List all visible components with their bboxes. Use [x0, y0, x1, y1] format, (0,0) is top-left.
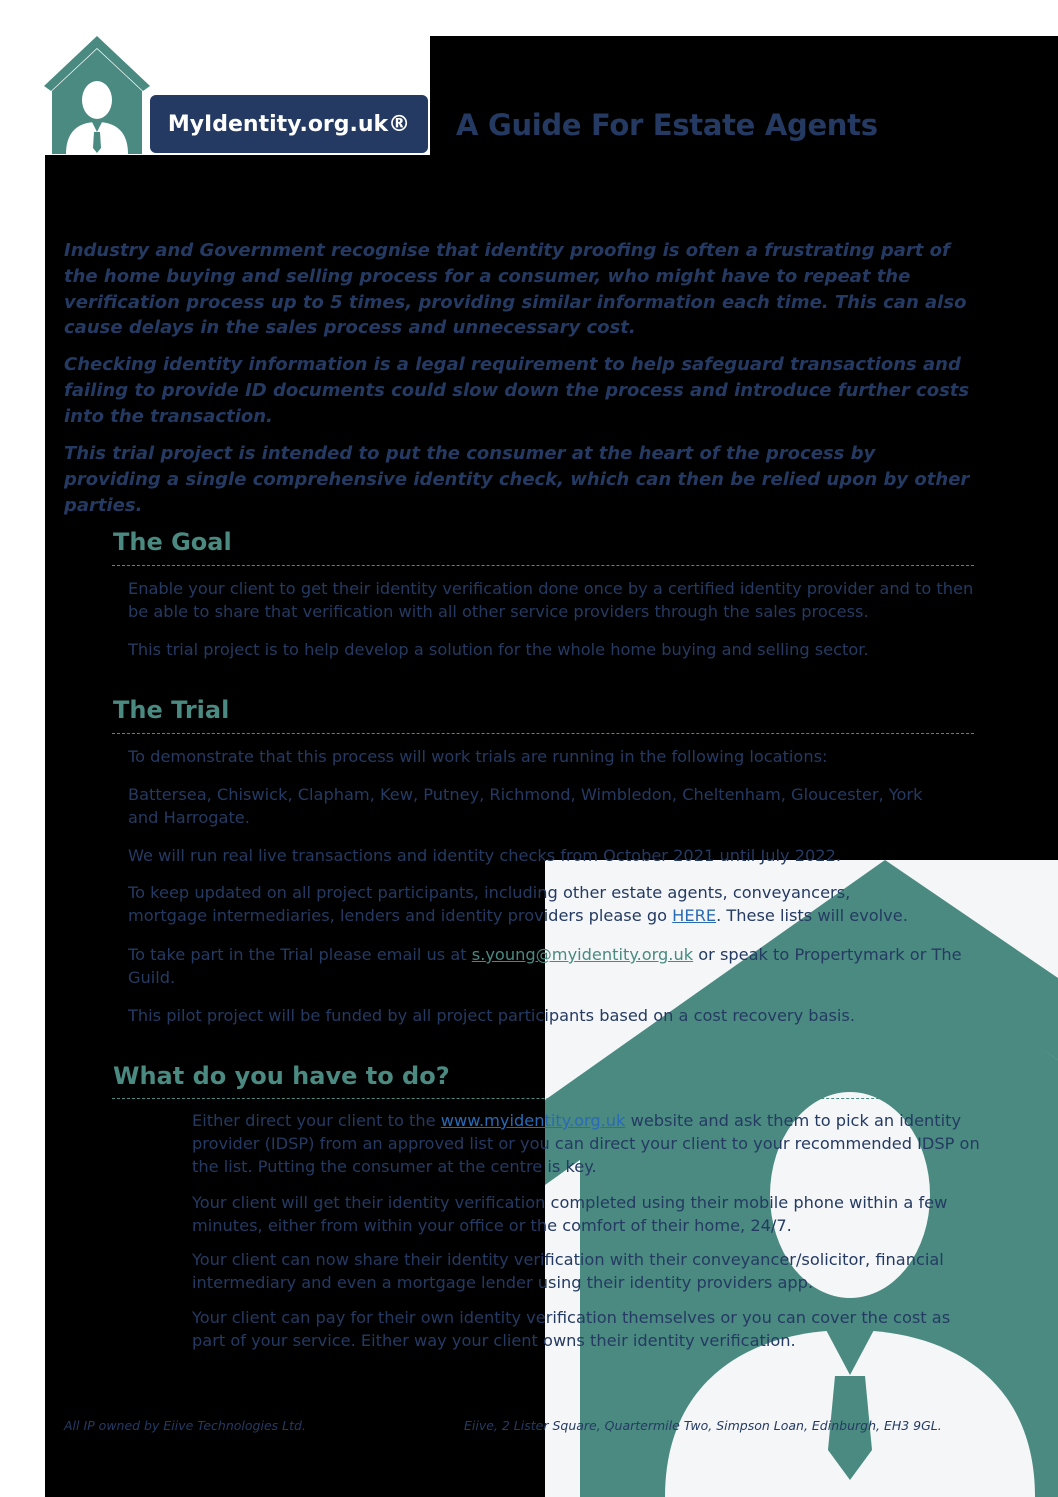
brand-logo — [150, 95, 428, 153]
page-title: A Guide For Estate Agents — [456, 108, 878, 142]
todo-paragraph — [192, 1109, 982, 1178]
todo-paragraph: Your client will get their identity verification completed using their mobile phone within a few minutes, either from within your office or the comfort of their home, 24/7. — [192, 1193, 948, 1235]
intro-paragraph: This trial project is intended to put the consumer at the heart of the process by providing a single comprehensive identity check, which can then be relied upon by other parties. — [64, 443, 970, 516]
text: or speak to Propertymark or The Guild. — [128, 945, 962, 987]
trial-paragraph: We will run real live transactions and identity checks from October 2021 until July 2022. — [128, 846, 842, 865]
text: website and ask them to pick an identity provider (IDSP) from an approved list or you can direct your client to your recommended IDSP on the list. Putting the consumer at the centre is key. — [192, 1111, 980, 1176]
divider — [112, 1098, 974, 1099]
todo-paragraph: Your client can pay for their own identity verification themselves or you can cover the cost as part of your service. Either way your client owns their identity verification. — [192, 1308, 951, 1350]
text: Either direct your client to the — [192, 1111, 441, 1130]
text: . These lists will evolve. — [716, 906, 908, 925]
trial-locations: Battersea, Chiswick, Clapham, Kew, Putney, Richmond, Wimbledon, Cheltenham, Gloucester, York and Harrogate. — [128, 785, 923, 827]
footer-address: Eiive, 2 Lister Square, Quartermile Two, Simpson Loan, Edinburgh, EH3 9GL. — [464, 1418, 942, 1433]
trial-paragraph — [128, 881, 928, 927]
divider — [112, 733, 974, 734]
todo-paragraph: Your client can now share their identity verification with their conveyancer/solicitor, financial intermediary and even a mortgage lender using their identity providers app. — [192, 1250, 944, 1292]
trial-paragraph: To demonstrate that this process will work trials are running in the following locations: — [128, 747, 828, 766]
text: To keep updated on all project participants, including other estate agents, conveyancers, mortgage intermediaries, lenders and identity providers please go — [128, 883, 851, 925]
goal-paragraph: Enable your client to get their identity verification done once by a certified identity provider and to then be able to share that verification with all other service providers through the sales process. — [128, 579, 974, 621]
website-link[interactable]: www.myidentity.org.uk — [440, 1111, 626, 1130]
house-person-icon — [44, 36, 150, 156]
email-link[interactable]: s.young@myidentity.org.uk — [471, 945, 694, 964]
participants-link[interactable]: HERE — [672, 906, 717, 925]
intro-paragraph: Industry and Government recognise that identity proofing is often a frustrating part of the home buying and selling process for a consumer, who might have to repeat the verification process up to 5 times, providing similar information each time. This can also cause delays in the sales process and unnecessary cost. — [64, 240, 967, 339]
intro-paragraph: Checking identity information is a legal requirement to help safeguard transactions and failing to provide ID documents could slow down the process and introduce further costs into the transaction. — [64, 354, 970, 427]
divider — [112, 565, 974, 566]
goal-heading: The Goal — [113, 528, 232, 556]
brand-name: MyIdentity.org.uk® — [167, 111, 411, 137]
text: To take part in the Trial please email us at — [128, 945, 472, 964]
trial-paragraph: This pilot project will be funded by all project participants based on a cost recovery basis. — [128, 1006, 856, 1025]
todo-heading: What do you have to do? — [113, 1062, 450, 1090]
trial-paragraph — [128, 943, 968, 989]
goal-paragraph: This trial project is to help develop a solution for the whole home buying and selling sector. — [128, 640, 869, 659]
trial-heading: The Trial — [113, 696, 230, 724]
footer-copyright: All IP owned by Eiive Technologies Ltd. — [64, 1418, 306, 1433]
